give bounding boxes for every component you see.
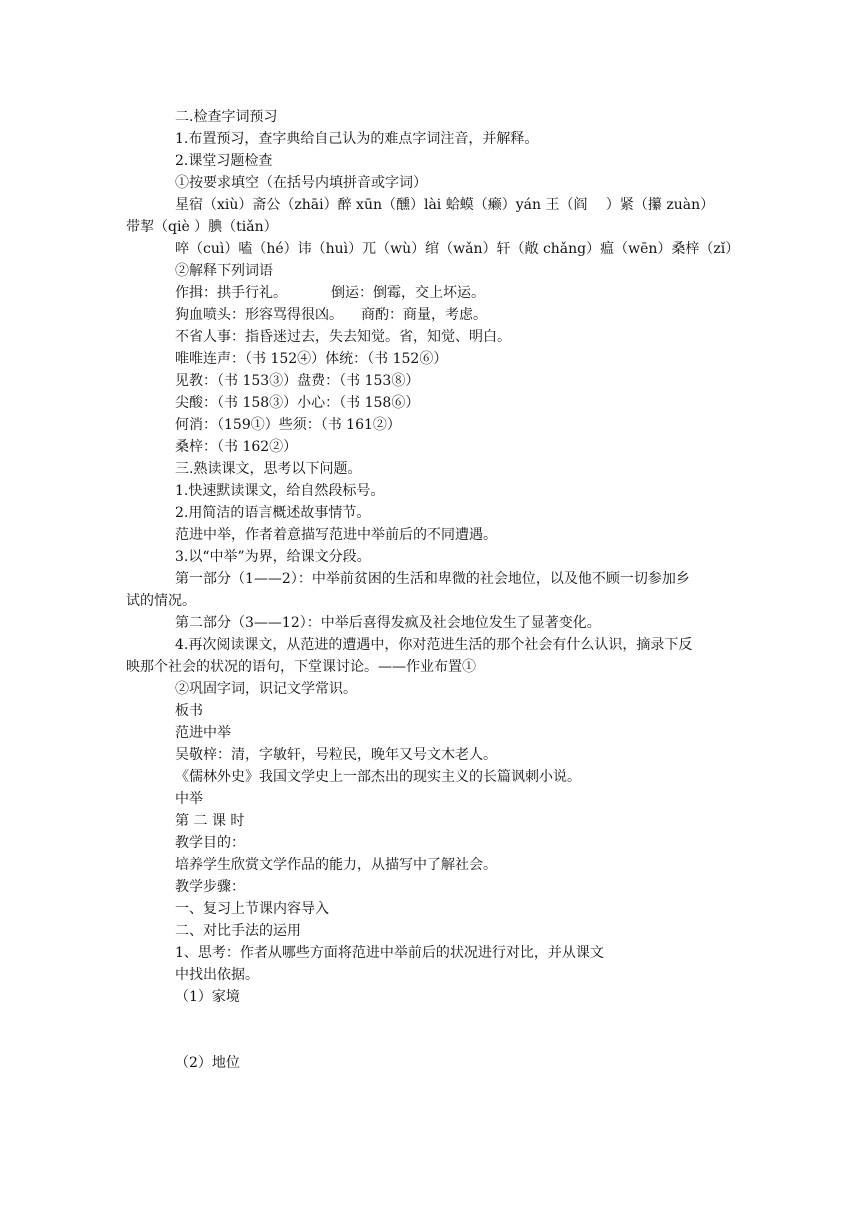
- section-heading: 三.熟读课文，思考以下问题。: [175, 461, 362, 477]
- paragraph: ②巩固字词，识记文学常识。: [175, 681, 357, 697]
- lesson-heading: 第 二 课 时: [175, 813, 245, 829]
- list-item: （1）家境: [175, 989, 240, 1005]
- paragraph: 试的情况。: [126, 593, 196, 609]
- vocab-line: 唯唯连声：（书 152④）体统：（书 152⑥）: [175, 351, 448, 367]
- paragraph: 一、复习上节课内容导入: [175, 901, 329, 917]
- paragraph: 映那个社会的状况的语句，下堂课讨论。——作业布置①: [126, 659, 476, 675]
- vocab-item: 倒运：倒霉，交上坏运。: [331, 285, 485, 301]
- paragraph: 中找出依据。: [175, 967, 259, 983]
- vocab-line: 何消：（159①）些须：（书 161②）: [175, 417, 401, 433]
- paragraph: ②解释下列词语: [175, 263, 273, 279]
- board-title: 范进中举: [175, 725, 231, 741]
- section-heading: 二.检查字词预习: [175, 109, 278, 125]
- vocab-line: 见教：（书 153③）盘费：（书 153⑧）: [175, 373, 420, 389]
- paragraph: 2.用简洁的语言概述故事情节。: [175, 505, 371, 521]
- vocab-item: 商酌：商量，考虑。: [361, 307, 487, 323]
- paragraph: 培养学生欣赏文学作品的能力，从描写中了解社会。: [175, 857, 497, 873]
- paragraph: 4.再次阅读课文，从范进的遭遇中，你对范进生活的那个社会有什么认识，摘录下反: [175, 637, 693, 653]
- paragraph: 二、对比手法的运用: [175, 923, 301, 939]
- pinyin-exercise-line: 带挈（qiè ）腆（tiǎn）: [126, 219, 278, 235]
- vocab-line: [126, 304, 746, 326]
- pinyin-exercise-line: 星宿（xiù）斋公（zhāi）醉 xūn（醺）lài 蛤蟆（癞）yán 王（阎 ）紧（攥 zuàn）: [175, 197, 715, 213]
- paragraph: 教学目的：: [175, 835, 245, 851]
- board-heading: 板书: [175, 703, 203, 719]
- paragraph: 1.快速默读课文，给自然段标号。: [175, 483, 385, 499]
- vocab-line: 桑梓：（书 162②）: [175, 439, 298, 455]
- vocab-item: 狗血喷头：形容骂得很凶。: [175, 307, 343, 323]
- pinyin-exercise-line: 啐（cuì）嗑（hé）讳（huì）兀（wù）绾（wǎn）轩（敞 chǎng）瘟（wēn）桑梓（zǐ）: [175, 241, 740, 257]
- document-body: [126, 106, 746, 1074]
- vocab-item: 作揖：拱手行礼。: [175, 285, 287, 301]
- paragraph: 中举: [175, 791, 203, 807]
- paragraph: 3.以“中举”为界，给课文分段。: [175, 549, 371, 565]
- vocab-line: 不省人事：指昏迷过去，失去知觉。省，知觉、明白。: [175, 329, 511, 345]
- vocab-line: 尖酸：（书 158③）小心：（书 158⑥）: [175, 395, 420, 411]
- paragraph: ①按要求填空（在括号内填拼音或字词）: [175, 175, 427, 191]
- list-item: （2）地位: [175, 1055, 240, 1071]
- paragraph: 第二部分（3——12）：中举后喜得发疯及社会地位发生了显著变化。: [175, 615, 601, 631]
- paragraph: 1、思考：作者从哪些方面将范进中举前后的状况进行对比，并从课文: [175, 945, 604, 961]
- vocab-line: [126, 282, 746, 304]
- paragraph: 《儒林外史》我国文学史上一部杰出的现实主义的长篇讽刺小说。: [175, 769, 581, 785]
- paragraph: 2.课堂习题检查: [175, 153, 273, 169]
- paragraph: 1.布置预习，查字典给自己认为的难点字词注音，并解释。: [175, 131, 539, 147]
- paragraph: 教学步骤：: [175, 879, 245, 895]
- paragraph: 吴敬梓：清，字敏轩，号粒民，晚年又号文木老人。: [175, 747, 497, 763]
- paragraph: 范进中举，作者着意描写范进中举前后的不同遭遇。: [175, 527, 497, 543]
- paragraph: 第一部分（1——2）：中举前贫困的生活和卑微的社会地位，以及他不顾一切参加乡: [175, 571, 690, 587]
